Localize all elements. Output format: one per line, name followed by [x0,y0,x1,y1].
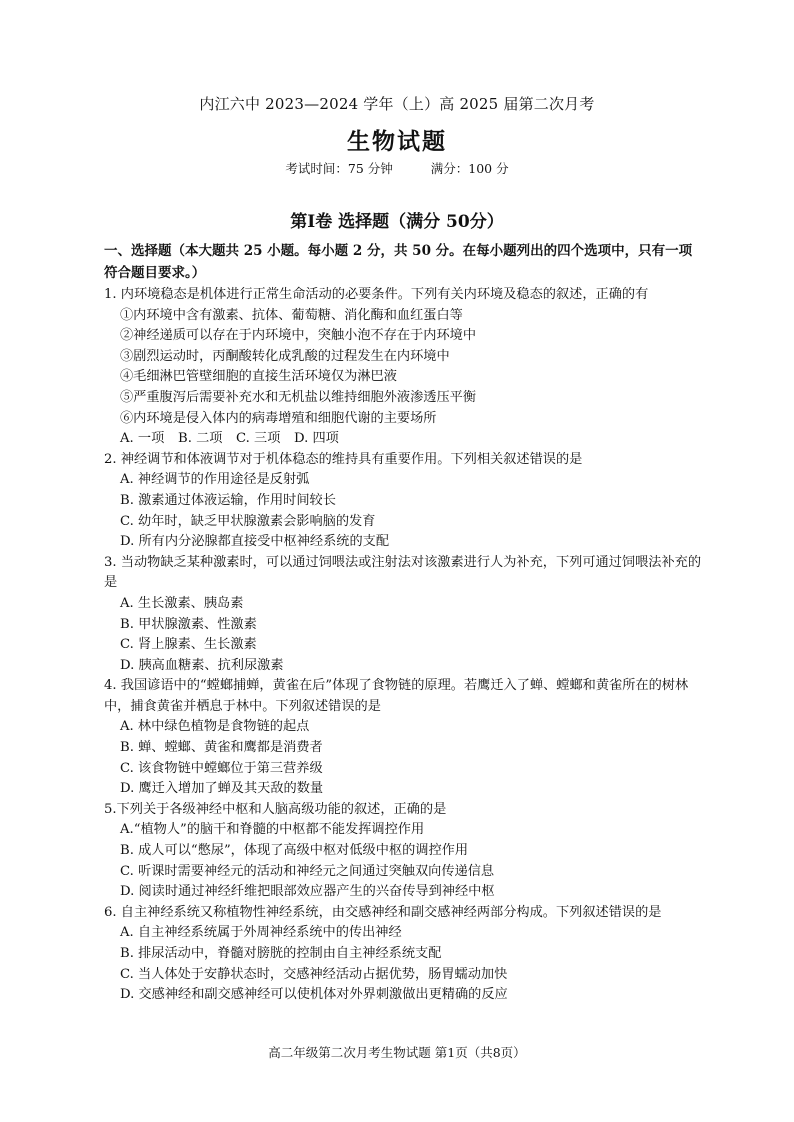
statement: ②神经递质可以存在于内环境中，突触小泡不存在于内环境中 [120,328,477,344]
option-c: C. 该食物链中螳螂位于第三营养级 [120,760,323,776]
question-stem: 6. 自主神经系统又称植物性神经系统，由交感神经和副交感神经两部分构成。下列叙述错误的是 [104,904,662,920]
question-1 [104,285,704,450]
option-a: A. 自主神经系统属于外周神经系统中的传出神经 [120,925,402,941]
option-c: C. 幼年时，缺乏甲状腺激素会影响脑的发育 [120,513,376,529]
option-b: B. 甲状腺激素、性激素 [120,616,257,632]
option-b: B. 蝉、螳螂、黄雀和鹰都是消费者 [120,740,323,756]
option-d: D. 胰高血糖素、抗利尿激素 [120,657,284,673]
option-d: D. 所有内分泌腺都直接受中枢神经系统的支配 [120,534,390,550]
question-4 [104,676,704,800]
section-instructions: 一、选择题（本大题共 25 小题。每小题 2 分，共 50 分。在每小题列出的四个选项中，只有一项符合题目要求。） [104,243,693,281]
statement: ③剧烈运动时，丙酮酸转化成乳酸的过程发生在内环境中 [120,348,450,364]
option-c: C. 肾上腺素、生长激素 [120,637,257,653]
option-b: B. 激素通过体液运输，作用时间较长 [120,492,336,508]
option-b: B. 二项 [178,431,223,447]
exam-title: 内江六中 2023—2024 学年（上）高 2025 届第二次月考 [199,95,595,113]
option-d: D. 四项 [294,431,339,447]
option-b: B. 排尿活动中，脊髓对膀胱的控制由自主神经系统支配 [120,946,442,961]
exam-score: 满分：100 分 [430,161,509,176]
option-a: A.“植物人”的脑干和脊髓的中枢都不能发挥调控作用 [120,822,425,838]
question-2 [104,450,704,553]
option-a: A. 生长激素、胰岛素 [120,595,244,611]
exam-time: 考试时间：75 分钟 [285,161,393,176]
page-footer: 高二年级第二次月考生物试题 第1页（共8页） [268,1045,526,1060]
question-stem: 3. 当动物缺乏某种激素时，可以通过饲喂法或注射法对该激素进行人为补充，下列可通过饲喂法补充的是 [104,554,702,591]
option-c: C. 听课时需要神经元的活动和神经元之间通过突触双向传递信息 [120,863,495,879]
question-stem: 5.下列关于各级神经中枢和人脑高级功能的叙述，正确的是 [104,801,447,817]
option-d: D. 鹰迁入增加了蝉及其天敌的数量 [120,781,324,797]
subject-title: 生物试题 [347,128,447,155]
statement: ⑥内环境是侵入体内的病毒增殖和细胞代谢的主要场所 [120,410,437,426]
question-6 [104,903,704,1006]
option-d: D. 阅读时通过神经纤维把眼部效应器产生的兴奋传导到神经中枢 [120,884,495,900]
option-c: C. 当人体处于安静状态时，交感神经活动占据优势，肠胃蠕动加快 [120,966,508,982]
option-row [104,429,704,450]
question-list [104,285,704,1006]
statement: ⑤严重腹泻后需要补充水和无机盐以维持细胞外液渗透压平衡 [120,389,477,405]
question-stem: 1. 内环境稳态是机体进行正常生命活动的必要条件。下列有关内环境及稳态的叙述，正确的有 [104,287,649,302]
question-5 [104,800,704,903]
exam-meta [0,159,794,177]
option-a: A. 林中绿色植物是食物链的起点 [120,719,310,735]
option-c: C. 三项 [236,431,281,447]
statement: ①内环境中含有激素、抗体、葡萄糖、消化酶和血红蛋白等 [120,307,463,323]
section-title: 第Ⅰ卷 选择题（满分 50分） [290,212,504,232]
question-stem: 4. 我国谚语中的“螳螂捕蝉，黄雀在后”体现了食物链的原理。若鹰迁入了蝉、螳螂和黄雀所在的树林中，捕食黄雀并栖息于林中。下列叙述错误的是 [104,678,689,714]
question-3 [104,553,704,677]
statement: ④毛细淋巴管壁细胞的直接生活环境仅为淋巴液 [120,369,397,385]
option-a: A. 神经调节的作用途径是反射弧 [120,472,310,488]
option-b: B. 成人可以“憋尿”，体现了高级中枢对低级中枢的调控作用 [120,843,469,859]
option-d: D. 交感神经和副交感神经可以使机体对外界刺激做出更精确的反应 [120,987,508,1003]
question-stem: 2. 神经调节和体液调节对于机体稳态的维持具有重要作用。下列相关叙述错误的是 [104,451,583,467]
option-a: A. 一项 [120,431,165,447]
